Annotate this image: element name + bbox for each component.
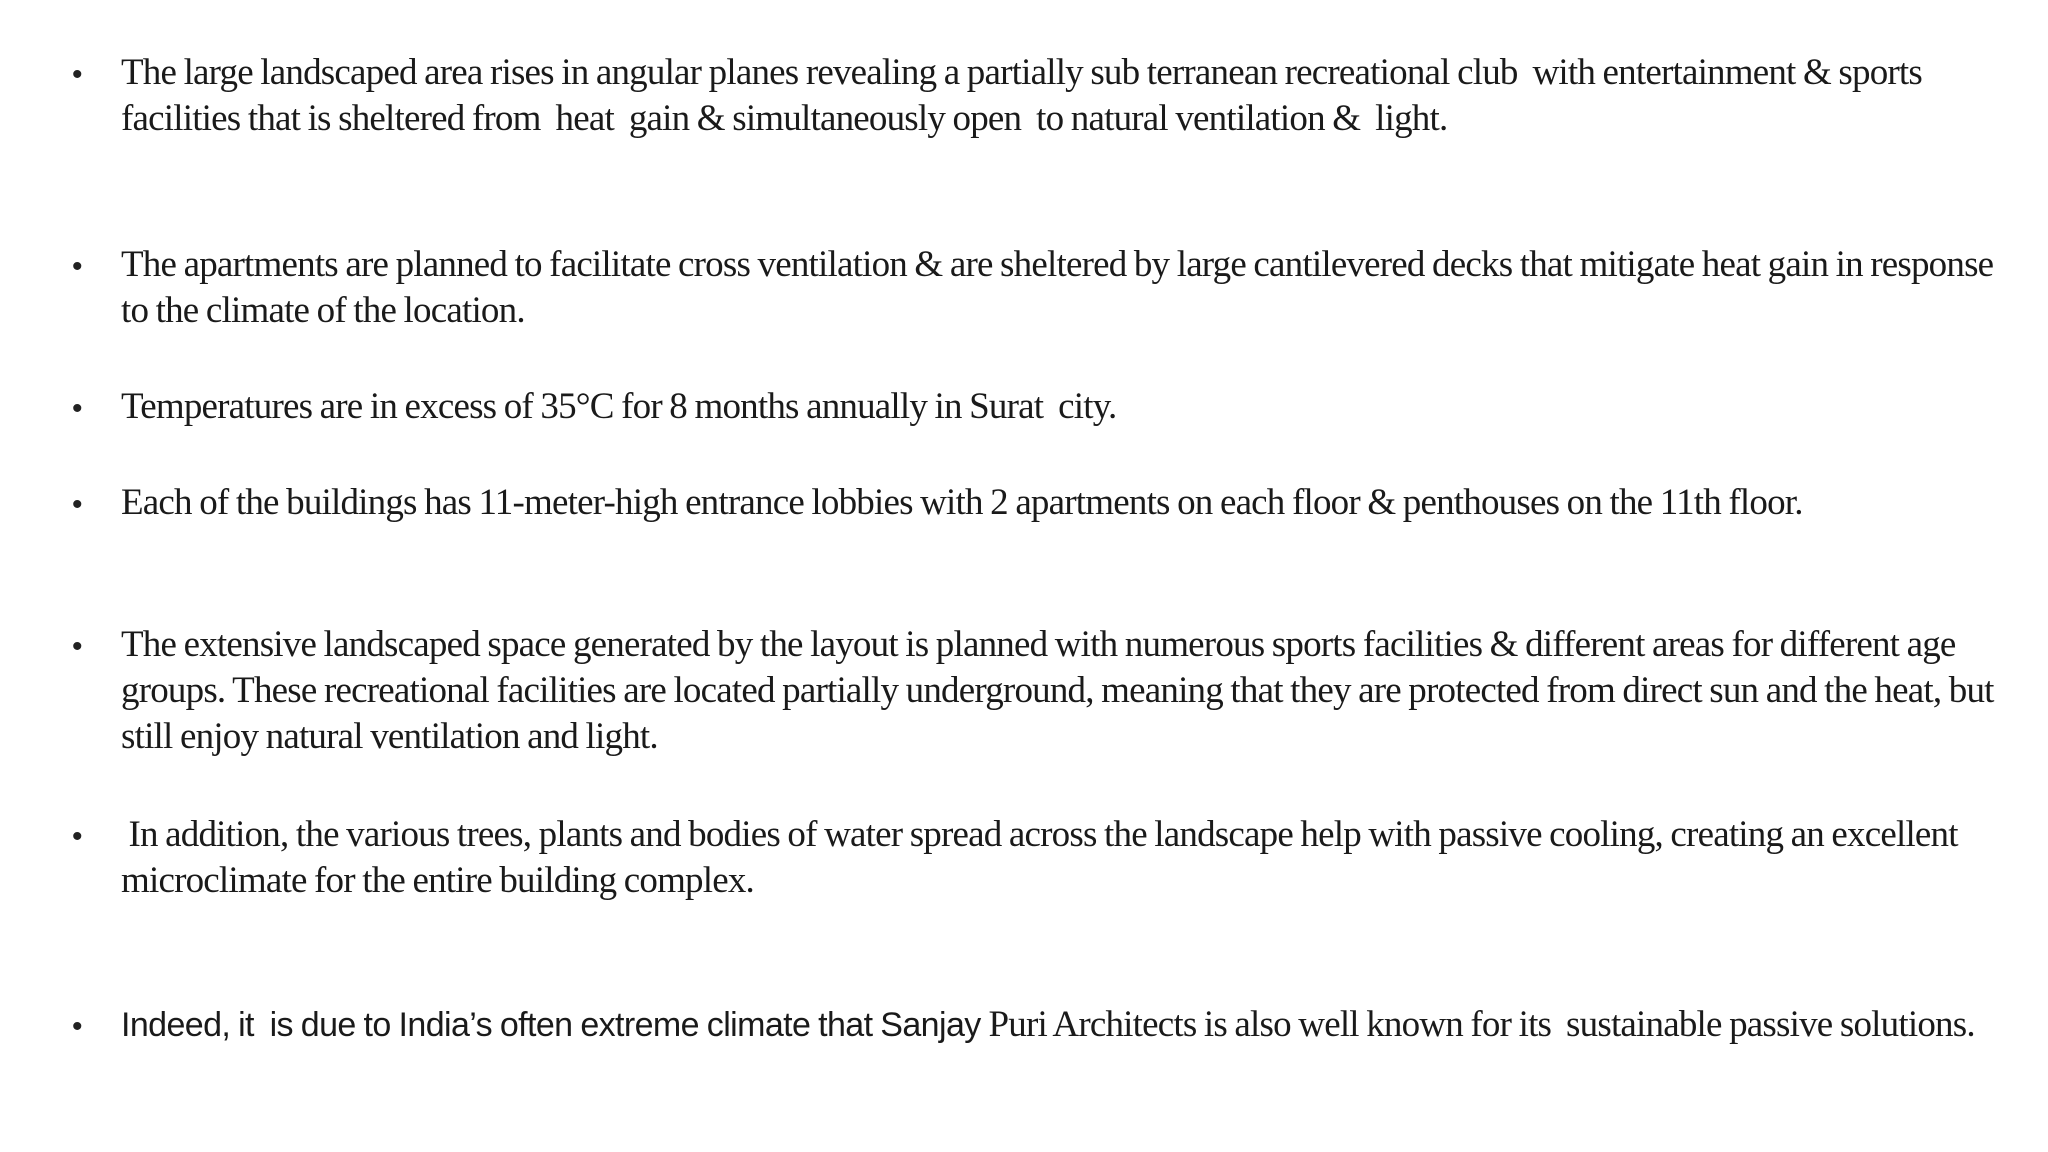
- bullet-icon: •: [72, 1010, 83, 1043]
- bullet-text: Each of the buildings has 11-meter-high entrance lobbies with 2 apartments on each floor & penthouses on the 11th floor.: [121, 482, 1803, 523]
- bullet-text: The large landscaped area rises in angular planes revealing a partially sub terranean recreational club with entertainment & sports facilities that is sheltered from heat gain & simultaneously open to natural ventilation & light.: [121, 52, 1930, 139]
- bullet-icon: •: [72, 250, 83, 283]
- bullet-text: The apartments are planned to facilitate cross ventilation & are sheltered by large cantilevered decks that mitigate heat gain in response to the climate of the location.: [121, 244, 2001, 331]
- bullet-icon: •: [72, 58, 83, 91]
- bullet-text-serif-part: Puri Architects is also well known for its sustainable passive solutions.: [988, 1004, 1975, 1045]
- bullet-icon: •: [72, 392, 83, 425]
- bullet-text: Temperatures are in excess of 35°C for 8 months annually in Surat city.: [121, 386, 1117, 427]
- bullet-icon: •: [72, 488, 83, 521]
- bullet-text-sans-part: Indeed, it is due to India’s often extreme climate that Sanjay: [121, 1006, 989, 1044]
- bullet-text: In addition, the various trees, plants and bodies of water spread across the landscape help with passive cooling, creating an excellent microclimate for the entire building complex.: [121, 814, 1966, 901]
- bullet-text: [121, 1002, 2011, 1048]
- bullet-icon: •: [72, 630, 83, 663]
- bullet-text: The extensive landscaped space generated by the layout is planned with numerous sports facilities & different areas for different age groups. These recreational facilities are located partially underground, meaning that they are protected from direct sun and the heat, but still enjoy natural ventilation and light.: [121, 624, 2002, 757]
- bullet-icon: •: [72, 820, 83, 853]
